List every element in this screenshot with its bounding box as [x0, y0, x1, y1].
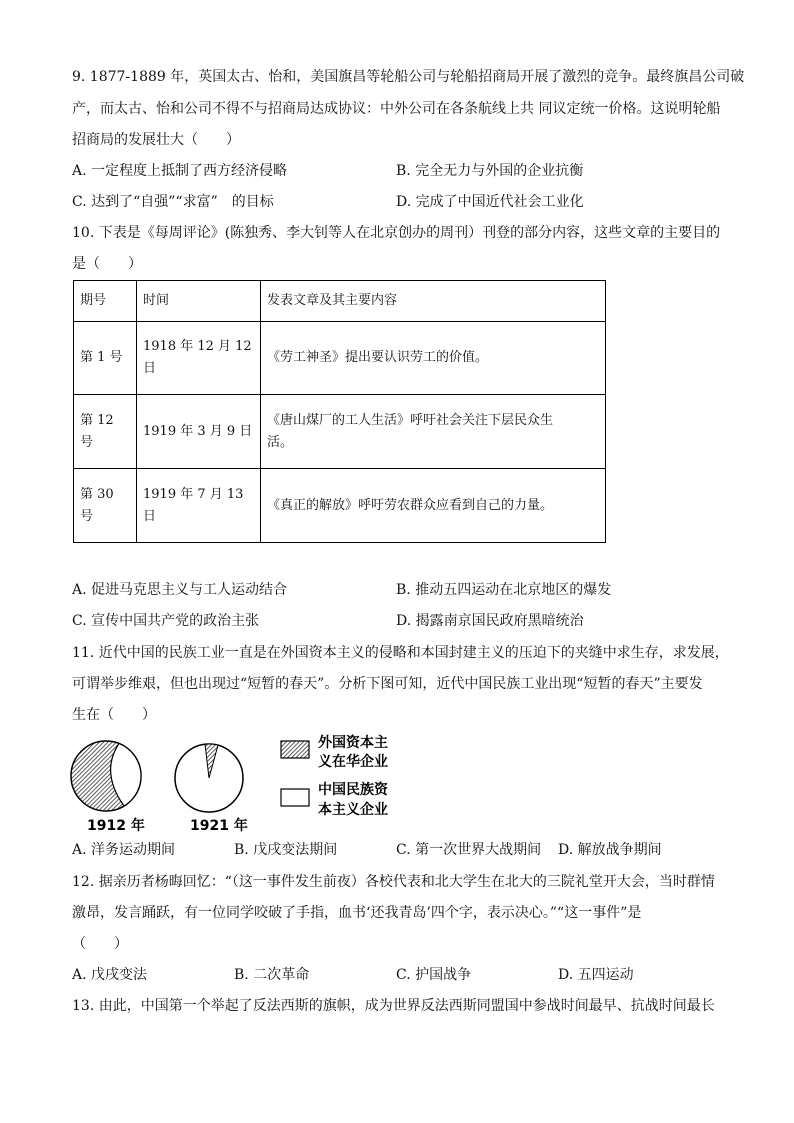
table-cell-content — [261, 322, 606, 395]
q9-option-d: D. 完成了中国近代社会工业化 — [396, 194, 584, 210]
table-row — [74, 322, 606, 395]
q10-option-c: C. 宣传中国共产党的政治主张 — [72, 613, 260, 629]
q9-option-b: B. 完全无力与外国的企业抗衡 — [396, 163, 584, 179]
cell-text: 第 12 — [80, 412, 114, 428]
q11-stem-line: 11. 近代中国的民族工业一直是在外国资本主义的侵略和本国封建主义的压迫下的夹缝中求生存，求发展， — [72, 645, 729, 661]
pie-1921-year-label: 1921 年 — [190, 818, 248, 834]
cell-text: 《唐山煤厂的工人生活》呼吁社会关注下层民众生 — [267, 412, 554, 428]
legend-domestic-label-1: 中国民族资 — [318, 782, 388, 798]
q11-stem-line: 可谓举步维艰，但也出现过“短暂的春天”。分析下图可知，近代中国民族工业出现“短暂的春天”主要发 — [72, 676, 703, 692]
table-header-issue: 期号 — [74, 281, 137, 322]
q12-option-c: C. 护国战争 — [396, 967, 472, 983]
q9-stem-line: 招商局的发展壮大（ ） — [72, 132, 240, 148]
table-cell-issue — [74, 469, 137, 543]
q10-option-b: B. 推动五四运动在北京地区的爆发 — [396, 582, 612, 598]
cell-text: 活。 — [267, 434, 294, 450]
cell-text: 日 — [143, 361, 157, 376]
pie-1921 — [175, 744, 243, 812]
cell-text: 第 30 — [80, 486, 114, 502]
q10-option-d: D. 揭露南京国民政府黑暗统治 — [396, 613, 584, 629]
cell-text: 号 — [80, 434, 94, 450]
q9-stem-line: 9. 1877-1889 年，英国太古、怡和，美国旗昌等轮船公司与轮船招商局开展了激烈的竞争。最终旗昌公司破 — [72, 69, 745, 85]
table-cell-content — [261, 395, 606, 469]
cell-text: 第 1 号 — [80, 350, 123, 365]
q12-option-a: A. 戊戌变法 — [72, 967, 148, 983]
table-header-row — [74, 281, 606, 322]
q12-stem-line: （ ） — [72, 936, 128, 952]
q12-option-d: D. 五四运动 — [558, 967, 634, 983]
cell-text: 《真正的解放》呼吁劳农群众应看到自己的力量。 — [267, 497, 554, 513]
q10-stem-line: 10. 下表是《每周评论》(陈独秀、李大钊等人在北京创办的周刊）刊登的部分内容，这些文章的主要目的 — [72, 225, 721, 241]
table-row — [74, 395, 606, 469]
q11-option-d: D. 解放战争期间 — [558, 842, 662, 858]
q11-option-a: A. 洋务运动期间 — [72, 842, 176, 858]
table-row — [74, 469, 606, 543]
legend-foreign-label-2: 义在华企业 — [318, 754, 388, 770]
table-header-date: 时间 — [137, 281, 261, 322]
legend-foreign-swatch — [281, 741, 309, 758]
legend-domestic-label-2: 本主义企业 — [318, 802, 388, 818]
cell-text: 1919 年 3 月 9 日 — [143, 423, 253, 439]
q11-option-b: B. 戊戌变法期间 — [234, 842, 338, 858]
q12-option-b: B. 二次革命 — [234, 967, 310, 983]
pie-1912-year-label: 1912 年 — [87, 818, 145, 834]
q10-table — [73, 280, 606, 543]
table-cell-date — [137, 395, 261, 469]
legend-foreign-label-1: 外国资本主 — [318, 735, 388, 751]
q9-option-a: A. 一定程度上抵制了西方经济侵略 — [72, 163, 288, 179]
q10-stem-line: 是（ ） — [72, 256, 142, 272]
table-cell-issue — [74, 322, 137, 395]
q11-stem-line: 生在（ ） — [72, 707, 156, 723]
q9-option-c: C. 达到了“自强”“求富” 的目标 — [72, 194, 274, 210]
q11-option-c: C. 第一次世界大战期间 — [396, 842, 542, 858]
q12-stem-line: 激昂，发言踊跃，有一位同学咬破了手指，血书‘还我青岛’四个字，表示决心。”“这一事件”是 — [72, 905, 642, 921]
q10-option-a: A. 促进马克思主义与工人运动结合 — [72, 582, 288, 598]
q9-stem-line: 产，而太古、怡和公司不得不与招商局达成协议：中外公司在各条航线上共 同议定统一价格。这说明轮船 — [72, 101, 721, 117]
table-cell-date — [137, 322, 261, 395]
table-cell-issue — [74, 395, 137, 469]
pie-1912 — [71, 741, 141, 811]
table-header-content: 发表文章及其主要内容 — [261, 281, 606, 322]
q13-stem-line: 13. 由此，中国第一个举起了反法西斯的旗帜，成为世界反法西斯同盟国中参战时间最早、抗战时间最长 — [72, 998, 715, 1014]
legend-domestic-swatch — [281, 789, 309, 806]
cell-text: 《劳工神圣》提出要认识劳工的价值。 — [267, 350, 489, 365]
table-cell-content — [261, 469, 606, 543]
cell-text: 1919 年 7 月 13 日 — [143, 486, 244, 524]
table-cell-date — [137, 469, 261, 543]
cell-text: 号 — [80, 508, 94, 524]
q11-pie-figure — [60, 730, 410, 835]
q12-stem-line: 12. 据亲历者杨晦回忆：“（这一事件发生前夜）各校代表和北大学生在北大的三院礼堂开大会，当时群情 — [72, 874, 715, 890]
cell-text: 1918 年 12 月 12 — [143, 339, 252, 354]
